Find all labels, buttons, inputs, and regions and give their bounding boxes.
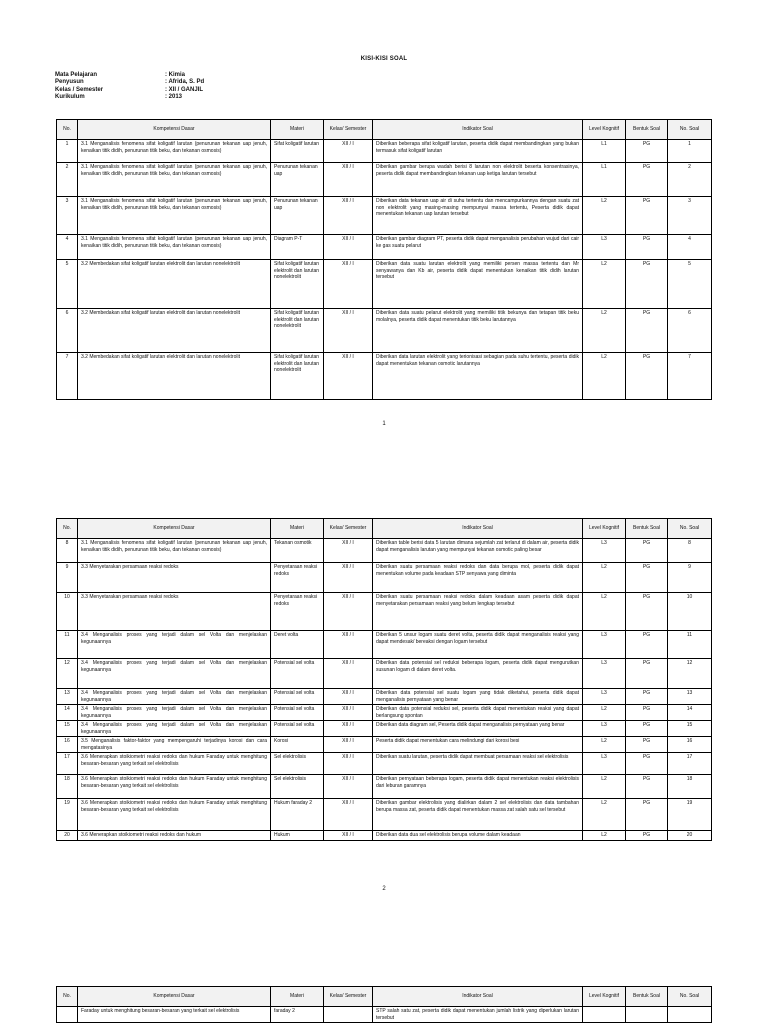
- cell-nosoal: 17: [668, 753, 712, 775]
- column-header-kelas: Kelas/ Semester: [324, 519, 373, 539]
- meta-value: : XII / GANJIL: [165, 86, 204, 93]
- cell-no: 18: [57, 775, 78, 799]
- cell-ind: Diberikan data dua sel elektrolisis berupa volume dalam keadaan: [373, 831, 583, 841]
- meta-label: Kurikulum: [55, 94, 85, 101]
- cell-kelas: XII / I: [324, 593, 373, 631]
- meta-label: Mata Pelajaran: [55, 72, 98, 78]
- cell-ind: Diberikan data potensial sel reduksi beberapa logam, peserta didik dapat mengurutkan susunan logam di dalam deret volta.: [373, 659, 583, 689]
- cell-materi: Potensial sel volta: [271, 689, 324, 705]
- table-row: [57, 260, 712, 309]
- cell-kd: 3.2 Membedakan sifat koligatif larutan elektrolit dan larutan nonelektrolit: [78, 309, 271, 353]
- cell-level: L2: [583, 831, 626, 841]
- cell-no: 7: [57, 353, 78, 400]
- cell-no: 13: [57, 689, 78, 705]
- cell-kelas: XII / I: [324, 799, 373, 831]
- cell-nosoal: [668, 1007, 712, 1023]
- cell-level: L2: [583, 737, 626, 753]
- cell-no: [57, 1007, 78, 1023]
- table-row: [57, 197, 712, 235]
- cell-kd: 3.4 Menganalisis proses yang terjadi dalam sel Volta dan menjelaskan kegunaannya: [78, 631, 271, 659]
- column-header-indikator: Indikator Soal: [373, 120, 583, 140]
- cell-kelas: XII / I: [324, 197, 373, 235]
- meta-row-class: [55, 87, 204, 94]
- grid-table-page-3: [56, 986, 712, 1023]
- cell-no: 12: [57, 659, 78, 689]
- cell-materi: Tekanan osmotik: [271, 539, 324, 563]
- cell-kd: 3.1 Menganalisis fenomena sifat koligatif larutan (penurunan tekanan uap jenuh, kenaikan titik didih, penurunan titik beku, dan tekanan osmosis): [78, 140, 271, 163]
- page-number: 1: [382, 421, 386, 427]
- cell-materi: Penyetaraan reaksi redoks: [271, 593, 324, 631]
- cell-ind: Diberikan pernyataan beberapa logam, peserta didik dapat menentukan reaksi elektrolisis dari leburan garamnya: [373, 775, 583, 799]
- cell-bentuk: PG: [626, 631, 668, 659]
- table-row: [57, 140, 712, 163]
- table-row: [57, 659, 712, 689]
- cell-ind: Peserta didik dapat menentukan cara melindungi dari korosi besi: [373, 737, 583, 753]
- cell-ind: Diberikan 5 unsur logam suatu deret volta, peserta didik dapat menganalisis reaksi yang dapat mendesak/ bereaksi dengan logam tersebut: [373, 631, 583, 659]
- cell-materi: Hukum faraday 2: [271, 799, 324, 831]
- table-row: [57, 799, 712, 831]
- column-header-kd: Kompetensi Dasar: [78, 519, 271, 539]
- cell-ind: Diberikan gambar berupa wadah berisi 8 larutan non elektrolit beserta konsentrasinya, peserta didik dapat membandingkan tekanan uap ketiga larutan tersebut: [373, 163, 583, 197]
- table-row: [57, 753, 712, 775]
- cell-kd: 3.1 Menganalisis fenomena sifat koligatif larutan (penurunan tekanan uap jenuh, kenaikan titik didih, penurunan titik beku, dan tekanan osmosis): [78, 539, 271, 563]
- cell-level: L1: [583, 140, 626, 163]
- cell-kd: 3.3 Menyetarakan persamaan reaksi redoks: [78, 593, 271, 631]
- header-row: [57, 519, 712, 539]
- document-title: KISI-KISI SOAL: [360, 56, 408, 62]
- cell-bentuk: PG: [626, 140, 668, 163]
- cell-no: 5: [57, 260, 78, 309]
- table-row: [57, 163, 712, 197]
- cell-level: L2: [583, 705, 626, 721]
- cell-kd: 3.3 Menyetarakan persamaan reaksi redoks: [78, 563, 271, 593]
- cell-ind: Diberikan table berisi data 5 larutan dimana sejumlah zat terlarut di dalam air, peserta didik dapat menganalisis larutan yang mempunyai tekanan osmotic paling besar: [373, 539, 583, 563]
- cell-kelas: XII / I: [324, 705, 373, 721]
- column-header-nosoal: No. Soal: [668, 987, 712, 1007]
- cell-bentuk: PG: [626, 353, 668, 400]
- document-meta: [55, 72, 204, 102]
- cell-bentuk: PG: [626, 659, 668, 689]
- cell-nosoal: 5: [668, 260, 712, 309]
- table-row: [57, 721, 712, 737]
- column-header-kd: Kompetensi Dasar: [78, 987, 271, 1007]
- cell-ind: Diberikan beberapa sifat koligatif larutan, peserta didik dapat membandingkan yang bukan termasuk sifat koligatif larutan: [373, 140, 583, 163]
- header-row: [57, 987, 712, 1007]
- cell-level: L1: [583, 163, 626, 197]
- cell-level: L3: [583, 659, 626, 689]
- cell-bentuk: PG: [626, 689, 668, 705]
- cell-kd: 3.5 Menganalisis faktor-faktor yang mempengaruhi terjadinya korosi dan cara mengatasinya: [78, 737, 271, 753]
- column-header-bentuk: Bentuk Soal: [626, 519, 668, 539]
- column-header-level: Level Kognitif: [583, 519, 626, 539]
- cell-no: 17: [57, 753, 78, 775]
- meta-row-subject: [55, 72, 204, 79]
- cell-level: L3: [583, 721, 626, 737]
- cell-materi: Potensial sel volta: [271, 721, 324, 737]
- cell-no: 8: [57, 539, 78, 563]
- meta-label: Kelas / Semester: [55, 86, 104, 93]
- column-header-indikator: Indikator Soal: [373, 987, 583, 1007]
- cell-materi: Potensial sel volta: [271, 659, 324, 689]
- cell-ind: Diberikan gambar diagram PT, peserta didik dapat menganalisis perubahan wujud dari cair ke gas suatu pelarut: [373, 235, 583, 260]
- column-header-nosoal: No. Soal: [668, 120, 712, 140]
- grid-table-page-2: [56, 518, 712, 841]
- cell-materi: Penurunan tekanan uap: [271, 163, 324, 197]
- column-header-bentuk: Bentuk Soal: [626, 987, 668, 1007]
- cell-kelas: XII / I: [324, 831, 373, 841]
- table-row: [57, 235, 712, 260]
- cell-no: 2: [57, 163, 78, 197]
- cell-nosoal: 15: [668, 721, 712, 737]
- table-row: [57, 539, 712, 563]
- cell-nosoal: 7: [668, 353, 712, 400]
- cell-level: L3: [583, 753, 626, 775]
- cell-kelas: XII / I: [324, 163, 373, 197]
- header-row: [57, 120, 712, 140]
- cell-bentuk: [626, 1007, 668, 1023]
- cell-kd: 3.4 Menganalisis proses yang terjadi dalam sel Volta dan menjelaskan kegunaannya: [78, 721, 271, 737]
- cell-no: 16: [57, 737, 78, 753]
- cell-kd: 3.6 Menerapkan stoikiometri reaksi redoks dan hukum: [78, 831, 271, 841]
- cell-kelas: XII / I: [324, 775, 373, 799]
- cell-materi: faraday 2: [271, 1007, 324, 1023]
- cell-nosoal: 20: [668, 831, 712, 841]
- cell-nosoal: 10: [668, 593, 712, 631]
- cell-materi: Diagram P-T: [271, 235, 324, 260]
- cell-nosoal: 16: [668, 737, 712, 753]
- table-row: [57, 309, 712, 353]
- cell-level: L3: [583, 539, 626, 563]
- cell-nosoal: 4: [668, 235, 712, 260]
- cell-kd: 3.4 Menganalisis proses yang terjadi dalam sel Volta dan menjelaskan kegunaannya: [78, 689, 271, 705]
- cell-nosoal: 12: [668, 659, 712, 689]
- cell-ind: Diberikan suatu persamaan reaksi redoks dan data berupa mol, peserta didik dapat menentukan volume pada keadaan STP senyawa yang diminta: [373, 563, 583, 593]
- cell-bentuk: PG: [626, 831, 668, 841]
- table-row: [57, 353, 712, 400]
- cell-nosoal: 1: [668, 140, 712, 163]
- cell-nosoal: 18: [668, 775, 712, 799]
- cell-kelas: XII / I: [324, 659, 373, 689]
- cell-bentuk: PG: [626, 737, 668, 753]
- meta-row-author: [55, 79, 204, 86]
- cell-nosoal: 2: [668, 163, 712, 197]
- cell-kd: 3.2 Membedakan sifat koligatif larutan elektrolit dan larutan nonelektrolit: [78, 353, 271, 400]
- cell-kelas: XII / I: [324, 539, 373, 563]
- column-header-no: No.: [57, 987, 78, 1007]
- cell-ind: Diberikan data suatu pelarut elektrolit yang memiliki titik bekunya dan tetapan titik beku molalnya, peserta didik dapat menentukan titik beku larutannya: [373, 309, 583, 353]
- column-header-indikator: Indikator Soal: [373, 519, 583, 539]
- column-header-no: No.: [57, 120, 78, 140]
- cell-kelas: [324, 1007, 373, 1023]
- cell-level: L3: [583, 689, 626, 705]
- cell-level: L2: [583, 353, 626, 400]
- cell-nosoal: 19: [668, 799, 712, 831]
- table-row: [57, 737, 712, 753]
- column-header-no: No.: [57, 519, 78, 539]
- cell-materi: Penurunan tekanan uap: [271, 197, 324, 235]
- cell-nosoal: 8: [668, 539, 712, 563]
- cell-bentuk: PG: [626, 775, 668, 799]
- cell-no: 19: [57, 799, 78, 831]
- cell-nosoal: 9: [668, 563, 712, 593]
- cell-no: 1: [57, 140, 78, 163]
- cell-kelas: XII / I: [324, 235, 373, 260]
- cell-level: L2: [583, 593, 626, 631]
- cell-kd: 3.2 Membedakan sifat koligatif larutan elektrolit dan larutan nonelektrolit: [78, 260, 271, 309]
- table-row: [57, 831, 712, 841]
- cell-kd: 3.6 Menerapkan stoikiometri reaksi redoks dan hukum Faraday untuk menghitung besaran-besaran yang terkait sel elektrolisis: [78, 775, 271, 799]
- meta-value: : Afrida, S. Pd: [165, 79, 205, 86]
- column-header-bentuk: Bentuk Soal: [626, 120, 668, 140]
- table-row: [57, 1007, 712, 1023]
- cell-materi: Sifat koligatif larutan elektrolit dan larutan nonelektrolit: [271, 260, 324, 309]
- column-header-materi: Materi: [271, 519, 324, 539]
- cell-bentuk: PG: [626, 163, 668, 197]
- cell-level: L2: [583, 775, 626, 799]
- table-row: [57, 593, 712, 631]
- grid-table-page-1: [56, 119, 712, 400]
- cell-nosoal: 13: [668, 689, 712, 705]
- cell-materi: Potensial sel volta: [271, 705, 324, 721]
- cell-kd: 3.1 Menganalisis fenomena sifat koligatif larutan (penurunan tekanan uap jenuh, kenaikan titik didih, penurunan titik beku, dan tekanan osmosis): [78, 235, 271, 260]
- cell-no: 6: [57, 309, 78, 353]
- column-header-materi: Materi: [271, 987, 324, 1007]
- cell-ind: STP salah satu zat, peserta didik dapat menentukan jumlah listrik yang diperlukan larutan tersebut: [373, 1007, 583, 1023]
- cell-kelas: XII / I: [324, 631, 373, 659]
- cell-kd: 3.4 Menganalisis proses yang terjadi dalam sel Volta dan menjelaskan kegunaannya: [78, 705, 271, 721]
- cell-bentuk: PG: [626, 705, 668, 721]
- table-row: [57, 775, 712, 799]
- cell-materi: Deret volta: [271, 631, 324, 659]
- cell-materi: Hukum: [271, 831, 324, 841]
- column-header-kelas: Kelas/ Semester: [324, 120, 373, 140]
- cell-bentuk: PG: [626, 721, 668, 737]
- cell-kd: Faraday untuk menghitung besaran-besaran yang terkait sel elektrolisis: [78, 1007, 271, 1023]
- cell-level: L2: [583, 309, 626, 353]
- cell-no: 4: [57, 235, 78, 260]
- cell-level: L3: [583, 631, 626, 659]
- cell-materi: Korosi: [271, 737, 324, 753]
- cell-level: L2: [583, 799, 626, 831]
- table-row: [57, 563, 712, 593]
- cell-bentuk: PG: [626, 539, 668, 563]
- cell-nosoal: 11: [668, 631, 712, 659]
- page-number: 2: [382, 886, 386, 892]
- cell-kelas: XII / I: [324, 563, 373, 593]
- cell-kelas: XII / I: [324, 260, 373, 309]
- cell-ind: Diberikan data larutan elektrolit yang terionisasi sebagian pada suhu tertentu, peserta didik dapat menentukan tekanan osmotic larutannya: [373, 353, 583, 400]
- cell-no: 3: [57, 197, 78, 235]
- cell-no: 14: [57, 705, 78, 721]
- meta-value: : Kimia: [165, 72, 186, 78]
- cell-bentuk: PG: [626, 260, 668, 309]
- cell-ind: Diberikan data potensial sel suatu logam yang tidak diketahui, peserta didik dapat menganalisis pernyataan yang benar: [373, 689, 583, 705]
- cell-kd: 3.1 Menganalisis fenomena sifat koligatif larutan (penurunan tekanan uap jenuh, kenaikan titik didih, penurunan titik beku, dan tekanan osmosis): [78, 163, 271, 197]
- column-header-level: Level Kognitif: [583, 987, 626, 1007]
- meta-row-curriculum: [55, 94, 204, 101]
- cell-nosoal: 3: [668, 197, 712, 235]
- cell-ind: Diberikan suatu persamaan reaksi redoks dalam keadaan asam peserta didik dapat menyetarakan persamaan reaksi yang belum lengkap tersebut: [373, 593, 583, 631]
- cell-bentuk: PG: [626, 753, 668, 775]
- cell-kelas: XII / I: [324, 689, 373, 705]
- cell-kelas: XII / I: [324, 737, 373, 753]
- cell-materi: Sifat koligatif larutan: [271, 140, 324, 163]
- cell-level: L2: [583, 563, 626, 593]
- cell-kd: 3.1 Menganalisis fenomena sifat koligatif larutan (penurunan tekanan uap jenuh, kenaikan titik didih, penurunan titik beku, dan tekanan osmosis): [78, 197, 271, 235]
- table-row: [57, 705, 712, 721]
- cell-materi: Sel elektrolisis: [271, 753, 324, 775]
- column-header-materi: Materi: [271, 120, 324, 140]
- cell-materi: Sifat koligatif larutan elektrolit dan larutan nonelektrolit: [271, 353, 324, 400]
- cell-bentuk: PG: [626, 235, 668, 260]
- cell-materi: Sel elektrolisis: [271, 775, 324, 799]
- cell-kelas: XII / I: [324, 353, 373, 400]
- cell-nosoal: 14: [668, 705, 712, 721]
- cell-kelas: XII / I: [324, 309, 373, 353]
- cell-kelas: XII / I: [324, 721, 373, 737]
- cell-bentuk: PG: [626, 197, 668, 235]
- cell-bentuk: PG: [626, 309, 668, 353]
- column-header-kd: Kompetensi Dasar: [78, 120, 271, 140]
- cell-kelas: XII / I: [324, 140, 373, 163]
- cell-ind: Diberikan gambar elektrolisis yang dialirkan dalam 2 sel elektrolisis dan data tambahan berupa massa zat, peserta didik dapat menentukan massa zat salah satu sel tersebut: [373, 799, 583, 831]
- cell-nosoal: 6: [668, 309, 712, 353]
- cell-materi: Penyetaraan reaksi redoks: [271, 563, 324, 593]
- cell-no: 20: [57, 831, 78, 841]
- cell-no: 15: [57, 721, 78, 737]
- cell-bentuk: PG: [626, 593, 668, 631]
- cell-ind: Diberikan data diagram sel, Peserta didik dapat menganalisis pernyataan yang benar: [373, 721, 583, 737]
- cell-level: [583, 1007, 626, 1023]
- cell-kelas: XII / I: [324, 753, 373, 775]
- cell-ind: Diberikan suatu larutan, peserta didik dapat membuat persamaan reaksi sel elektrolisis: [373, 753, 583, 775]
- cell-kd: 3.4 Menganalisis proses yang terjadi dalam sel Volta dan menjelaskan kegunaannya: [78, 659, 271, 689]
- cell-ind: Diberikan data tekanan uap air di suhu tertentu dan mencampurkannya dengan suatu zat non elektrolit yang masing-masing mempunyai massa tertentu, Peserta didik dapat menentukan tekanan uap larutan tersebut: [373, 197, 583, 235]
- meta-value: : 2013: [165, 94, 183, 101]
- column-header-nosoal: No. Soal: [668, 519, 712, 539]
- column-header-kelas: Kelas/ Semester: [324, 987, 373, 1007]
- table-row: [57, 689, 712, 705]
- column-header-level: Level Kognitif: [583, 120, 626, 140]
- cell-level: L3: [583, 235, 626, 260]
- cell-level: L2: [583, 197, 626, 235]
- cell-no: 9: [57, 563, 78, 593]
- cell-level: L2: [583, 260, 626, 309]
- cell-kd: 3.6 Menerapkan stoikiometri reaksi redoks dan hukum Faraday untuk menghitung besaran-besaran yang terkait sel elektrolisis: [78, 753, 271, 775]
- cell-no: 11: [57, 631, 78, 659]
- meta-label: Penyusun: [55, 79, 84, 86]
- cell-no: 10: [57, 593, 78, 631]
- cell-kd: 3.6 Menerapkan stoikiometri reaksi redoks dan hukum Faraday untuk menghitung besaran-besaran yang terkait sel elektrolisis: [78, 799, 271, 831]
- cell-materi: Sifat koligatif larutan elektrolit dan larutan nonelektrolit: [271, 309, 324, 353]
- table-row: [57, 631, 712, 659]
- cell-bentuk: PG: [626, 563, 668, 593]
- cell-ind: Diberikan data suatu larutan elektrolit yang memiliki persen massa tertentu dan Mr senyawanya dan Kb air, peserta didik dapat menentukan kenaikan titik didih larutan tersebut: [373, 260, 583, 309]
- cell-bentuk: PG: [626, 799, 668, 831]
- cell-ind: Diberikan data potensial reduksi sel, peserta didik dapat menentukan reaksi yang dapat berlangsung spontan: [373, 705, 583, 721]
